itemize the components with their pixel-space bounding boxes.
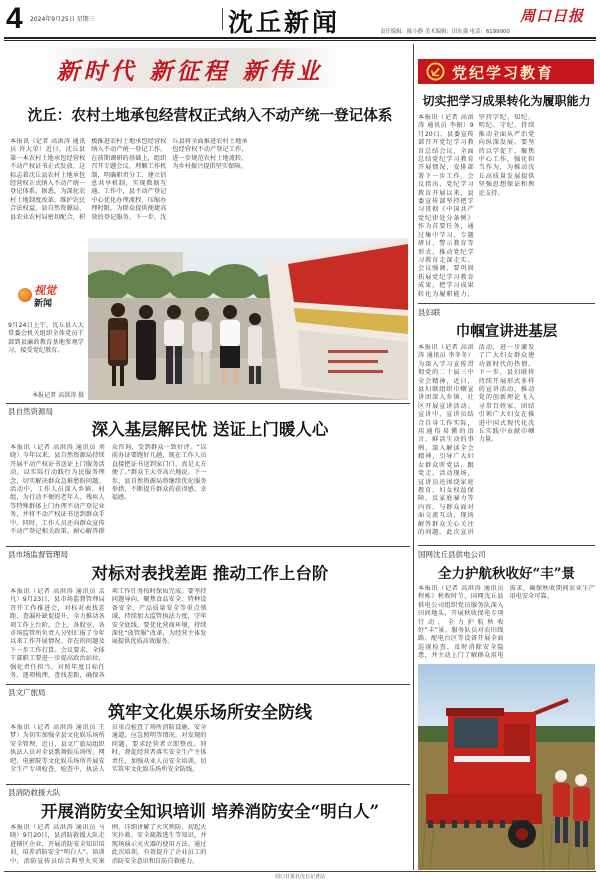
section-divider <box>418 545 595 546</box>
gongdian-body: 本报讯（记者 高洪涛 通讯员 程栋）秋收时节，国网沈丘县供电公司组织党员服务队深入田间地头，开展秋收保电专项行动，全力护航秋收好“丰”景。服务队员对农田线路、配电台区等设备开展全面巡视检查，及时消除安全隐患，并主动上门了解群众用电需求，确保秋收期间农业生产用电安全可靠。 <box>418 585 595 660</box>
shichang-headline: 对标对表找差距 推动工作上台阶 <box>91 564 329 583</box>
dept-label-gongdian: 国网沈丘县供电公司 <box>418 550 486 559</box>
xiaofang-headline: 开展消防安全知识培训 培养消防安全“明白人” <box>40 802 380 821</box>
party-column-header <box>418 59 594 84</box>
lead-body: 本报讯（记者 高洪涛 通讯员 许大荣）近日，沈丘县第一本农村土地承包经营权不动产权证书正式发放，这标志着沈丘县农村土地承包经营权正式纳入不动产统一登记体系。据悉，为深化农村土地制度改革，维护农民合法权益，县自然资源局、县农业农村局密切配合，积极推进农村土地承包经营权纳入不动产统一登记工作。在前期调研的基础上，组织召开专题会议，理顺工作机制，明确职责分工，建立信息共享机制，实现数据互通。工作中，县不动产登记中心优化办理流程，压缩办理时限，为群众提供便捷高效的登记服务。下一步，沈丘县将全面推进农村土地承包经营权不动产登记工作，进一步规范农村土地流转，为乡村振兴提供坚实保障。 <box>10 138 248 221</box>
photo-credit: 本报记者 高洪涛 摄 <box>32 392 84 399</box>
editor-credits: 责任编辑：陈小静 美术编辑：田东强 电话：6199900 <box>380 29 510 35</box>
party-headline: 切实把学习成果转化为履职能力 <box>422 94 591 108</box>
display-board <box>266 238 408 400</box>
column-divider <box>413 44 414 870</box>
photo-caption: 9月24日上午，沈丘县人大常委会机关组织全体党员干部到县廉政教育基地参观学习，接受党纪教育。 <box>8 322 84 355</box>
photo-news-logo-top: 视觉 <box>34 284 56 297</box>
wenguang-headline: 筑牢文化娱乐场所安全防线 <box>108 703 312 723</box>
camera-lens-icon <box>18 288 32 302</box>
slogan-banner <box>40 48 340 88</box>
dept-label-xiaofang: 县消防救援大队 <box>8 788 61 797</box>
photo-exhibition-visit <box>88 238 408 400</box>
dept-label-ziyuan: 县自然资源局 <box>8 407 53 416</box>
section-divider <box>418 303 595 304</box>
header-rule <box>4 37 596 39</box>
party-emblem-icon <box>426 62 445 81</box>
dept-label-shichang: 县市场监督管理局 <box>8 550 68 559</box>
dept-label-wenguang: 县文广旅局 <box>8 688 46 697</box>
fulian-headline: 巾帼宣讲进基层 <box>455 323 558 340</box>
footer-text: 周口日报社沈丘记者站 <box>274 874 325 880</box>
ziyuan-body: 本报讯（记者 高洪涛 通讯员 刘晓）今年以来，县自然资源局持续开展不动产权证书送证上门服务活动，以实际行动践行为民服务理念，切实解决群众急难愁盼问题。活动中，工作人员深入乡镇、村组，为行动不便的老年人、残疾人等特殊群体上门办理不动产登记业务，并将不动产权证书送到群众手中。同时，工作人员还向群众宣传不动产登记相关政策，耐心解答群众咨询，受到群众一致好评。“以前办证要跑好几趟，现在工作人员直接把证书送到家门口，真是太方便了。”群众王大爷高兴地说。下一步，县自然资源局将继续优化服务举措，不断提升群众的获得感、幸福感。 <box>10 444 207 536</box>
ziyuan-headline: 深入基层解民忧 送证上门暖人心 <box>91 420 329 439</box>
section-title: 沈丘新闻 <box>228 8 341 37</box>
issue-date: 2024年9月25日 星期三 <box>30 16 95 23</box>
header-divider <box>222 8 223 30</box>
slogan-text: 新时代 新征程 新伟业 <box>56 58 324 85</box>
section-divider <box>6 684 410 685</box>
page-number: 4 <box>6 2 23 35</box>
footer-rule <box>4 871 596 872</box>
photo-news-logo <box>18 282 82 310</box>
lead-headline: 沈丘：农村土地承包经营权正式纳入不动产统一登记体系 <box>27 107 393 124</box>
xiaofang-body: 本报讯（记者 高洪涛 通讯员 马晓）9月20日，县消防救援大队走进辖区企业，开展消防安全知识培训，培养消防安全“明白人”。培训中，消防宣传员结合典型火灾案例，详细讲解了火灾预防、初起火灾扑救、安全疏散逃生等知识，并现场演示灭火器的使用方法。通过此次培训，有效提升了企业员工的消防安全意识和自防自救能力。 <box>10 824 207 865</box>
party-column-title: 党纪学习教育 <box>452 64 555 82</box>
photo-news-logo-bottom: 新闻 <box>34 299 53 309</box>
gongdian-headline: 全力护航秋收好“丰”景 <box>437 566 576 582</box>
photo-harvest-power-service <box>418 664 595 870</box>
newspaper-logo: 周口日报 <box>520 7 585 25</box>
fulian-body: 本报讯（记者 高洪涛 通讯员 李冬冬）为深入学习宣传贯彻党的二十届三中全会精神，近日，县妇联组织巾帼宣讲团深入乡镇、社区开展宣讲活动。宣讲中，宣讲员结合自身工作实际，用通俗易懂的语言、鲜活生动的事例，深入解读全会精神，引导广大妇女群众听党话、跟党走。活动现场，宣讲员还围绕家庭教育、妇女权益保障、反家庭暴力等内容，与群众面对面交流互动，现场解答群众关心关注的问题。此次宣讲活动，进一步激发了广大妇女群众建功新时代的热情。下一步，县妇联将持续开展形式多样的宣讲活动，推动党的创新理论飞入寻常百姓家，团结引领广大妇女在推进中国式现代化沈丘实践中贡献巾帼力量。 <box>418 344 535 536</box>
section-divider <box>6 784 410 785</box>
wenguang-body: 本报讯（记者 高洪涛 通讯员 王梦）为切实加强全县文化娱乐场所安全管理，近日，县文广旅局组织执法人员对全县歌舞娱乐场所、网吧、电影院等文化娱乐场所开展安全生产专项检查。检查中，执法人员重点检查了场所消防设施、安全通道、应急照明等情况，对发现的问题，要求经营者立即整改。同时，督促经营者落实安全生产主体责任，加强从业人员安全培训，切实筑牢文化娱乐场所安全防线。 <box>10 724 207 774</box>
party-body: 本报讯（记者 高洪涛 通讯员 李振）9月20日，县委宣传部召开党纪学习教育总结会议，全面总结党纪学习教育开展情况，安排部署下一步工作。会议指出，党纪学习教育开展以来，县委宣传部坚持把学习贯彻《中国共产党纪律处分条例》作为首要任务，通过集中学习、专题研讨、警示教育等形式，推动党纪学习教育走深走实。会议强调，要巩固拓展党纪学习教育成果，把学习成果转化为履职能力，坚持学纪、知纪、明纪、守纪，持续推动全面从严治党向纵深发展。要坚持以学促干，聚焦中心工作，强化担当作为，为推动沈丘高质量发展提供坚强思想保证和舆论支持。 <box>418 114 535 298</box>
section-divider <box>6 546 410 547</box>
section-divider <box>6 403 410 404</box>
dept-label-fulian: 县妇联 <box>418 308 441 317</box>
header-rule-thin <box>4 40 596 41</box>
shichang-body: 本报讯（记者 高洪涛 通讯员 孟凡）9月23日，县市场监督管理局召开工作推进会，对标对表找差距，查漏补缺促提升，全力推动各项工作上台阶。会上，各股室、各市场监管所负责人分别汇报了今年以来工作开展情况、存在的问题及下一步工作打算。会议要求，全体干部职工要进一步提高政治站位，强化责任担当，对照年度目标任务，逐项梳理，查找差距，确保各项工作任务按时保质完成。要坚持问题导向，聚焦食品安全、特种设备安全、产品质量安全等重点领域，持续加大监管执法力度，守牢安全底线。要优化营商环境，持续深化“放管服”改革，为经营主体发展提供优质高效服务。 <box>10 588 207 680</box>
